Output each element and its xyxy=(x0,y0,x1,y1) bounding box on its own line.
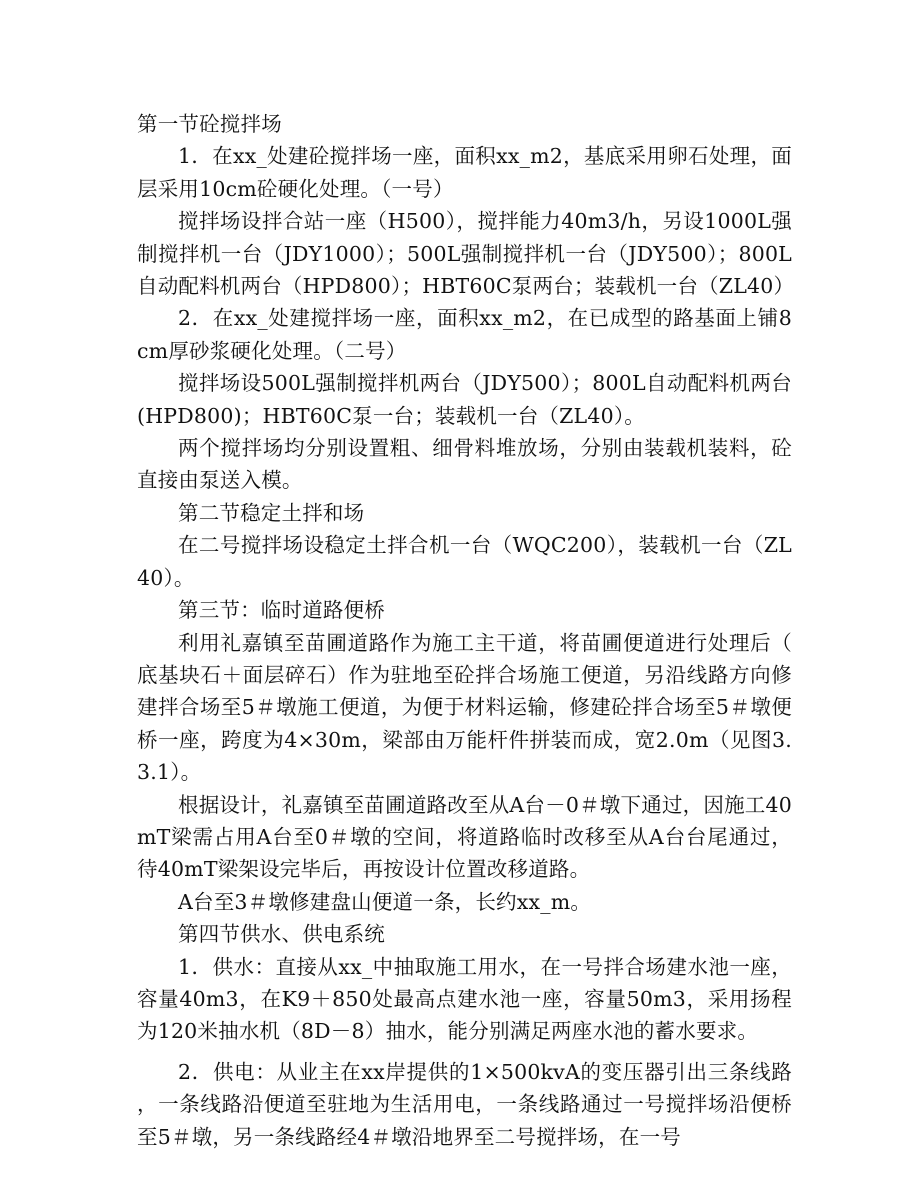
paragraph-road-relocation: 根据设计，礼嘉镇至苗圃道路改至从A台－0＃墩下通过，因施工40mT梁需占用A台至0＃墩的空间，将道路临时改移至从A台台尾通过，待40mT梁架设完毕后，再按设计位置改移道路。 xyxy=(137,792,792,882)
paragraph-yard-one-construction: 1．在xx_处建砼搅拌场一座，面积xx_m2，基底采用卵石处理，面层采用10cm砼硬化处理。（一号） xyxy=(137,144,792,201)
paragraph-power-supply: 2．供电：从业主在xx岸提供的1×500kvA的变压器引出三条线路，一条线路沿便道至驻地为生活用电，一条线路通过一号搅拌场沿便桥至5＃墩，另一条线路经4＃墩沿地界至二号搅拌场，在一号 xyxy=(137,1059,792,1149)
section-heading-stabilized-soil-yard: 第二节稳定土拌和场 xyxy=(178,500,365,525)
paragraph-mountain-access-road: A台至3＃墩修建盘山便道一条，长约xx_m。 xyxy=(178,889,592,914)
paragraph-water-supply: 1．供水：直接从xx_中抽取施工用水，在一号拌合场建水池一座，容量40m3，在K9＋850处最高点建水池一座，容量50m3，采用扬程为120米抽水机（8D－8）抽水，能分别满足两座水池的蓄水要求。 xyxy=(137,954,792,1044)
paragraph-aggregate-storage: 两个搅拌场均分别设置粗、细骨料堆放场，分别由装载机装料，砼直接由泵送入模。 xyxy=(137,436,792,493)
section-heading-temporary-road-bridge: 第三节：临时道路便桥 xyxy=(178,598,385,623)
paragraph-yard-two-construction: 2．在xx_处建搅拌场一座，面积xx_m2，在已成型的路基面上铺8cm厚砂浆硬化处理。（二号） xyxy=(137,306,792,363)
paragraph-temporary-road-plan: 利用礼嘉镇至苗圃道路作为施工主干道，将苗圃便道进行处理后（底基块石＋面层碎石）作为驻地至砼拌合场施工便道，另沿线路方向修建拌合场至5＃墩施工便道，为便于材料运输，修建砼拌合场至5＃墩便桥一座，跨度为4×30m，梁部由万能杆件拼装而成，宽2.0m（见图3.3.1）。 xyxy=(137,630,792,785)
document-body xyxy=(137,108,795,1153)
paragraph-yard-one-equipment: 搅拌场设拌合站一座（H500），搅拌能力40m3/h，另设1000L强制搅拌机一台（JDY1000）；500L强制搅拌机一台（JDY500）；800L自动配料机两台（HPD800）；HBT60C泵两台；装载机一台（ZL40） xyxy=(137,209,795,299)
section-heading-concrete-mixing-yard: 第一节砼搅拌场 xyxy=(137,112,282,136)
paragraph-yard-two-equipment: 搅拌场设500L强制搅拌机两台（JDY500）；800L自动配料机两台(HPD800)；HBT60C泵一台；装载机一台（ZL40）。 xyxy=(137,371,792,428)
section-heading-water-power-supply: 第四节供水、供电系统 xyxy=(178,922,385,947)
paragraph-stabilized-soil-equipment: 在二号搅拌场设稳定土拌合机一台（WQC200），装载机一台（ZL40）。 xyxy=(137,533,792,590)
